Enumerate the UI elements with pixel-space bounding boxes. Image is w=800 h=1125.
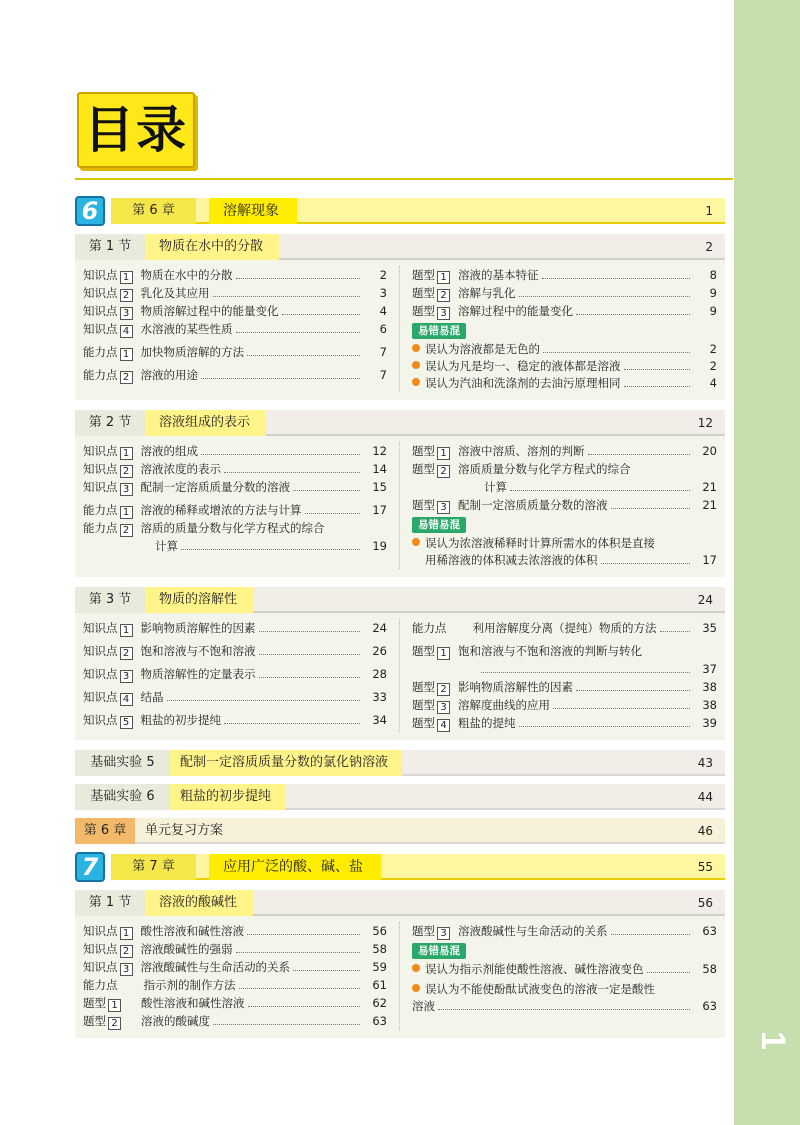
chapter-7-label: 第 7 章 bbox=[111, 854, 196, 880]
section-page: 2 bbox=[705, 240, 713, 254]
chapter-6-name: 溶解现象 bbox=[209, 198, 297, 224]
toc-entry[interactable]: 知识点 4 水溶液的某些性质 6 bbox=[83, 322, 387, 337]
chapter-6-badge: 6 bbox=[75, 196, 105, 226]
mistake-entry[interactable]: 误认为指示剂能使酸性溶液、碱性溶液变色 58 bbox=[412, 961, 717, 978]
toc-entry[interactable]: 知识点 2 溶液酸碱性的强弱 58 bbox=[83, 942, 387, 957]
section-6-2-left bbox=[83, 442, 400, 569]
experiment-name: 配制一定溶质质量分数的氯化钠溶液 bbox=[170, 750, 402, 776]
title-rule bbox=[75, 178, 733, 180]
section-6-2-right bbox=[400, 442, 717, 569]
toc-entry[interactable]: 知识点 2 饱和溶液与不饱和溶液 26 bbox=[83, 644, 387, 659]
toc-entry[interactable]: 题型 1 酸性溶液和碱性溶液 62 bbox=[83, 996, 387, 1011]
mistake-entry[interactable]: 误认为凡是均一、稳定的液体都是溶液 2 bbox=[412, 358, 717, 375]
chapter-7-name: 应用广泛的酸、碱、盐 bbox=[209, 854, 381, 880]
bullet-icon bbox=[412, 361, 420, 369]
toc-entry[interactable]: 知识点 3 溶液酸碱性与生命活动的关系 59 bbox=[83, 960, 387, 975]
mistake-badge: 易错易混 bbox=[412, 323, 466, 339]
section-6-1-header[interactable] bbox=[75, 234, 725, 260]
chapter-7-page: 55 bbox=[697, 860, 713, 874]
section-6-1-left bbox=[83, 266, 400, 392]
section-label: 第 3 节 bbox=[75, 587, 145, 613]
toc-entry[interactable]: 能力点 2 溶质的质量分数与化学方程式的综合 计算 19 bbox=[83, 521, 387, 553]
section-6-3-header[interactable] bbox=[75, 587, 725, 613]
section-7-1-header[interactable] bbox=[75, 890, 725, 916]
review-name: 单元复习方案 bbox=[145, 823, 224, 838]
toc-entry[interactable]: 题型 2 溶解与乳化 9 bbox=[412, 286, 717, 301]
section-6-3-left bbox=[83, 619, 400, 732]
toc-entry[interactable]: 知识点 5 粗盐的初步提纯 34 bbox=[83, 713, 387, 728]
review-page: 46 bbox=[697, 824, 713, 838]
experiment-6[interactable] bbox=[75, 784, 725, 810]
mistake-badge: 易错易混 bbox=[412, 943, 466, 959]
section-7-1-left bbox=[83, 922, 400, 1030]
section-page: 56 bbox=[697, 896, 713, 910]
toc-entry[interactable]: 题型 3 溶解度曲线的应用 38 bbox=[412, 698, 717, 713]
toc-entry[interactable]: 知识点 2 溶液浓度的表示 14 bbox=[83, 462, 387, 477]
section-6-1 bbox=[75, 234, 725, 400]
section-name: 溶液组成的表示 bbox=[145, 410, 266, 436]
toc-entry[interactable]: 能力点 1 加快物质溶解的方法 7 bbox=[83, 345, 387, 360]
toc-entry[interactable]: 知识点 1 影响物质溶解性的因素 24 bbox=[83, 621, 387, 636]
section-label: 第 1 节 bbox=[75, 890, 145, 916]
experiment-page: 44 bbox=[697, 790, 713, 804]
toc-entry[interactable]: 题型 2 溶质质量分数与化学方程式的综合 计算 21 bbox=[412, 462, 717, 494]
chapter-7-badge: 7 bbox=[75, 852, 105, 882]
experiment-label: 基础实验 5 bbox=[75, 750, 170, 776]
experiment-page: 43 bbox=[697, 756, 713, 770]
chapter-6-review[interactable] bbox=[75, 818, 725, 844]
toc-entry[interactable]: 知识点 3 配制一定溶质质量分数的溶液 15 bbox=[83, 480, 387, 495]
toc-entry[interactable]: 能力点 利用溶解度分离（提纯）物质的方法 35 bbox=[412, 621, 717, 635]
bullet-icon bbox=[412, 538, 420, 546]
chapter-7-header[interactable] bbox=[75, 852, 725, 882]
section-6-2-header[interactable] bbox=[75, 410, 725, 436]
mistake-badge: 易错易混 bbox=[412, 517, 466, 533]
section-page: 24 bbox=[697, 593, 713, 607]
bullet-icon bbox=[412, 378, 420, 386]
toc-entry[interactable]: 题型 4 粗盐的提纯 39 bbox=[412, 716, 717, 731]
mistake-entry[interactable]: 误认为汽油和洗涤剂的去油污原理相同 4 bbox=[412, 375, 717, 392]
contents-page-number: 1 bbox=[754, 1031, 792, 1050]
toc-entry[interactable]: 题型 3 溶液酸碱性与生命活动的关系 63 bbox=[412, 924, 717, 939]
toc-entry[interactable]: 题型 2 影响物质溶解性的因素 38 bbox=[412, 680, 717, 695]
experiment-5[interactable] bbox=[75, 750, 725, 776]
mistake-entry[interactable]: 误认为溶液都是无色的 2 bbox=[412, 341, 717, 358]
chapter-6-label: 第 6 章 bbox=[111, 198, 196, 224]
title-box bbox=[77, 92, 195, 168]
toc-entry[interactable]: 知识点 3 物质溶解过程中的能量变化 4 bbox=[83, 304, 387, 319]
page-title: 目录 bbox=[84, 101, 188, 159]
chapter-6-header[interactable] bbox=[75, 196, 725, 226]
experiment-name: 粗盐的初步提纯 bbox=[170, 784, 285, 810]
toc-entry[interactable]: 知识点 4 结晶 33 bbox=[83, 690, 387, 705]
toc-entry[interactable]: 知识点 2 乳化及其应用 3 bbox=[83, 286, 387, 301]
mistake-entry[interactable]: 误认为浓溶液稀释时计算所需水的体积是直接 用稀溶液的体积减去浓溶液的体积 17 bbox=[412, 535, 717, 569]
experiment-label: 基础实验 6 bbox=[75, 784, 170, 810]
section-7-1 bbox=[75, 890, 725, 1038]
bullet-icon bbox=[412, 344, 420, 352]
section-name: 物质在水中的分散 bbox=[145, 234, 279, 260]
toc-content bbox=[75, 196, 725, 1048]
section-6-3 bbox=[75, 587, 725, 740]
toc-entry[interactable]: 题型 1 饱和溶液与不饱和溶液的判断与转化 37 bbox=[412, 644, 717, 676]
toc-entry[interactable]: 题型 3 溶解过程中的能量变化 9 bbox=[412, 304, 717, 319]
bullet-icon bbox=[412, 984, 420, 992]
mistake-entry[interactable]: 误认为不能使酚酞试液变色的溶液一定是酸性 溶液 63 bbox=[412, 982, 717, 1013]
section-name: 溶液的酸碱性 bbox=[145, 890, 253, 916]
section-label: 第 2 节 bbox=[75, 410, 145, 436]
toc-entry[interactable]: 题型 3 配制一定溶质质量分数的溶液 21 bbox=[412, 498, 717, 513]
bullet-icon bbox=[412, 964, 420, 972]
toc-entry[interactable]: 能力点 1 溶液的稀释或增浓的方法与计算 17 bbox=[83, 503, 387, 518]
section-name: 物质的溶解性 bbox=[145, 587, 253, 613]
toc-entry[interactable]: 知识点 1 溶液的组成 12 bbox=[83, 444, 387, 459]
toc-entry[interactable]: 题型 1 溶液中溶质、溶剂的判断 20 bbox=[412, 444, 717, 459]
section-label: 第 1 节 bbox=[75, 234, 145, 260]
toc-entry[interactable]: 题型 1 溶液的基本特征 8 bbox=[412, 268, 717, 283]
section-7-1-right bbox=[400, 922, 717, 1030]
toc-entry[interactable]: 知识点 1 酸性溶液和碱性溶液 56 bbox=[83, 924, 387, 939]
chapter-6-page: 1 bbox=[705, 204, 713, 218]
toc-entry[interactable]: 知识点 3 物质溶解性的定量表示 28 bbox=[83, 667, 387, 682]
contents-side-label bbox=[734, 795, 800, 1075]
toc-entry[interactable]: 能力点 2 溶液的用途 7 bbox=[83, 368, 387, 383]
section-page: 12 bbox=[697, 416, 713, 430]
section-6-3-right bbox=[400, 619, 717, 732]
toc-entry[interactable]: 题型 2 溶液的酸碱度 63 bbox=[83, 1014, 387, 1029]
review-label: 第 6 章 bbox=[75, 818, 135, 844]
section-6-2 bbox=[75, 410, 725, 577]
toc-entry[interactable]: 知识点 1 物质在水中的分散 2 bbox=[83, 268, 387, 283]
section-6-1-right bbox=[400, 266, 717, 392]
toc-entry[interactable]: 能力点 指示剂的制作方法 61 bbox=[83, 978, 387, 992]
